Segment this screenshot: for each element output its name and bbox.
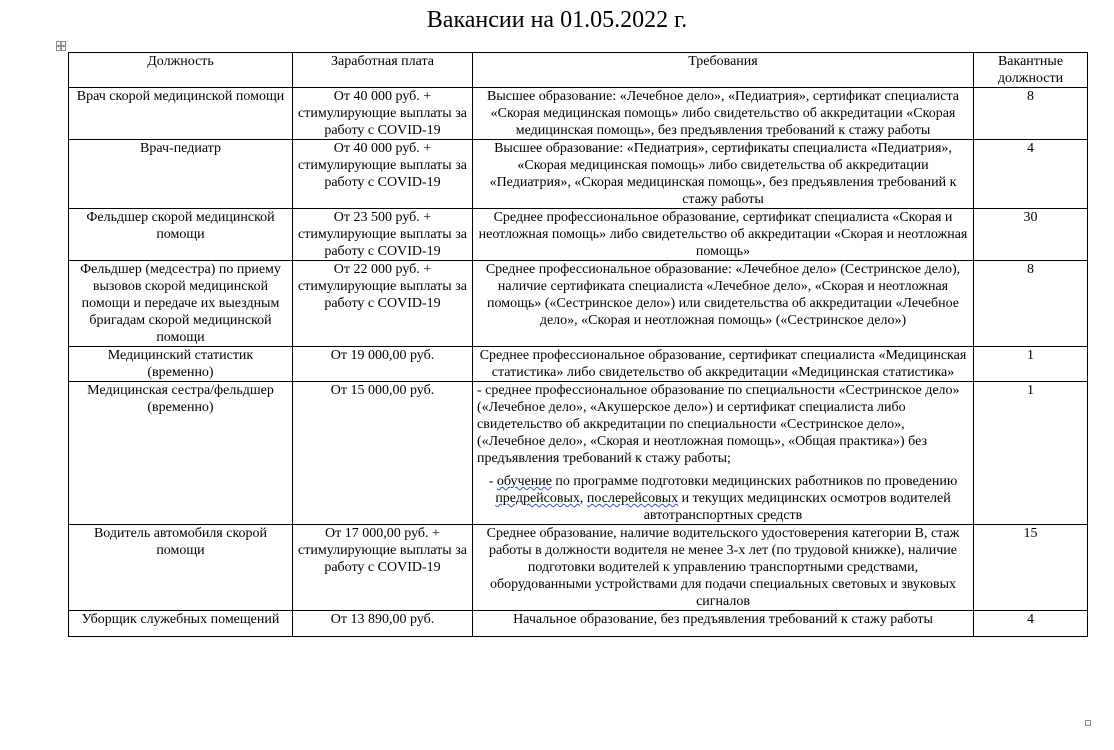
table-resize-handle-icon[interactable] <box>1085 720 1091 726</box>
requirements-cell: Среднее профессиональное образование, сертификат специалиста «Скорая и неотложная помощь» либо свидетельство об аккредитации «Скорая и неотложная помощь» <box>473 209 974 261</box>
requirements-cell: Высшее образование: «Педиатрия», сертификаты специалиста «Педиатрия», «Скорая медицинская помощь» либо свидетельства об аккредитации «Педиатрия», «Скорая медицинская помощь», без предъявления требований к стажу работы <box>473 140 974 209</box>
page-title: Вакансии на 01.05.2022 г. <box>426 7 688 33</box>
text-fragment: , <box>579 491 587 506</box>
vacancies-cell: 1 <box>974 382 1088 525</box>
table-row <box>69 611 1088 637</box>
position-cell: Фельдшер (медсестра) по приему вызовов скорой медицинской помощи и передаче их выездным бригадам скорой медицинской помощи <box>69 261 293 347</box>
salary-cell: От 40 000 руб. + стимулирующие выплаты за работу с COVID-19 <box>293 140 473 209</box>
row-spacing <box>73 628 288 636</box>
requirements-cell: Начальное образование, без предъявления требований к стажу работы <box>473 611 974 637</box>
vacancies-cell: 4 <box>974 611 1088 637</box>
table-row <box>69 88 1088 140</box>
position-text: Уборщик служебных помещений <box>81 612 280 627</box>
requirements-cell <box>473 382 974 525</box>
table-row <box>69 382 1088 525</box>
spellcheck-underlined-word: предрейсовых <box>495 491 580 506</box>
salary-cell: От 40 000 руб. + стимулирующие выплаты за работу с COVID-19 <box>293 88 473 140</box>
position-cell: Медицинский статистик (временно) <box>69 347 293 382</box>
salary-cell: От 23 500 руб. + стимулирующие выплаты за работу с COVID-19 <box>293 209 473 261</box>
salary-cell: От 15 000,00 руб. <box>293 382 473 525</box>
salary-cell: От 19 000,00 руб. <box>293 347 473 382</box>
salary-cell: От 17 000,00 руб. + стимулирующие выплаты за работу с COVID-19 <box>293 525 473 611</box>
table-row <box>69 140 1088 209</box>
table-row <box>69 347 1088 382</box>
position-cell: Врач скорой медицинской помощи <box>69 88 293 140</box>
vacancies-table <box>68 52 1088 637</box>
position-cell: Фельдшер скорой медицинской помощи <box>69 209 293 261</box>
text-fragment: по программе подготовки медицинских работников по проведению <box>551 474 958 489</box>
spellcheck-underlined-word: обучение <box>496 474 552 489</box>
column-header-position: Должность <box>69 53 293 88</box>
vacancies-cell: 1 <box>974 347 1088 382</box>
requirements-paragraph-training <box>477 473 969 524</box>
table-header-row <box>69 53 1088 88</box>
position-cell <box>69 611 293 637</box>
text-fragment: и текущих медицинских осмотров водителей автотранспортных средств <box>643 491 951 523</box>
table-row <box>69 209 1088 261</box>
vacancies-cell: 8 <box>974 88 1088 140</box>
column-header-vacancies: Вакантные должности <box>974 53 1088 88</box>
vacancies-cell: 4 <box>974 140 1088 209</box>
requirements-cell: Среднее образование, наличие водительского удостоверения категории В, стаж работы в должности водителя не менее 3-х лет (по трудовой книжке), наличие подготовки водителей к управлению транспортными средствами, оборудованными устройствами для подачи специальных световых и звуковых сигналов <box>473 525 974 611</box>
salary-cell: От 22 000 руб. + стимулирующие выплаты за работу с COVID-19 <box>293 261 473 347</box>
position-cell: Медицинская сестра/фельдшер (временно) <box>69 382 293 525</box>
text-fragment: - <box>488 474 497 489</box>
requirements-paragraph: - среднее профессиональное образование по специальности «Сестринское дело» («Лечебное дело», «Акушерское дело») и сертификат специалиста либо свидетельство об аккредитации по специальности «Сестринское дело», («Лечебное дело», «Скорая и неотложная помощь», «Общая практика») без предъявления требований к стажу работы; <box>477 383 960 466</box>
vacancies-cell: 30 <box>974 209 1088 261</box>
salary-cell: От 13 890,00 руб. <box>293 611 473 637</box>
table-row <box>69 525 1088 611</box>
table-row <box>69 261 1088 347</box>
position-cell: Врач-педиатр <box>69 140 293 209</box>
position-cell: Водитель автомобиля скорой помощи <box>69 525 293 611</box>
spellcheck-underlined-word: послерейсовых <box>586 491 679 506</box>
vacancies-cell: 8 <box>974 261 1088 347</box>
column-header-requirements: Требования <box>473 53 974 88</box>
requirements-cell: Высшее образование: «Лечебное дело», «Педиатрия», сертификат специалиста «Скорая медицинская помощь» либо свидетельство об аккредитации «Скорая медицинская помощь», без предъявления требований к стажу работы <box>473 88 974 140</box>
vacancies-cell: 15 <box>974 525 1088 611</box>
column-header-salary: Заработная плата <box>293 53 473 88</box>
requirements-cell: Среднее профессиональное образование, сертификат специалиста «Медицинская статистика» либо свидетельство об аккредитации «Медицинская статистика» <box>473 347 974 382</box>
table-move-handle-icon[interactable] <box>56 41 66 51</box>
requirements-cell: Среднее профессиональное образование: «Лечебное дело» (Сестринское дело), наличие сертификата специалиста «Лечебное дело», «Скорая и неотложная помощь» («Сестринское дело») или свидетельства об аккредитации «Лечебное дело», «Скорая и неотложная помощь» («Сестринское дело») <box>473 261 974 347</box>
